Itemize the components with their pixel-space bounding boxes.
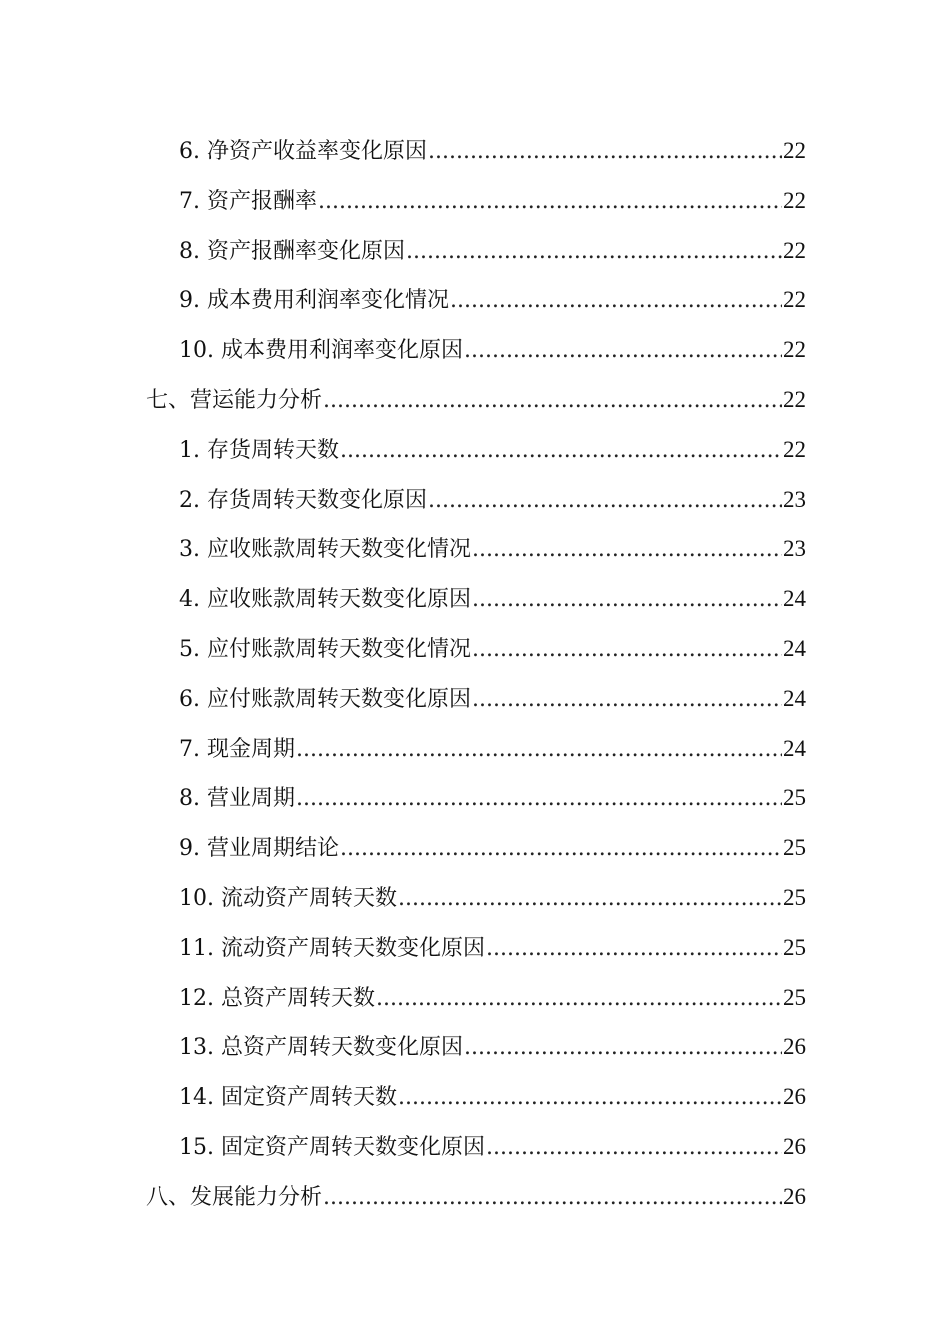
toc-entry-title: 6. 应付账款周转天数变化原因 [179, 686, 471, 712]
toc-entry[interactable] [0, 724, 950, 774]
toc-entry[interactable] [0, 226, 950, 276]
toc-entry-title: 4. 应收账款周转天数变化原因 [179, 587, 471, 613]
toc-entry-page: 26 [783, 1133, 806, 1159]
toc-entry-page: 25 [783, 984, 806, 1010]
toc-entry-page: 23 [783, 536, 806, 562]
toc-entry[interactable] [0, 773, 950, 823]
toc-entry[interactable] [0, 973, 950, 1023]
toc-entry-page: 22 [783, 138, 806, 163]
toc-entry[interactable] [0, 1122, 950, 1172]
toc-entry[interactable] [0, 325, 950, 375]
toc-entry-title: 10. 流动资产周转天数 [179, 885, 397, 911]
toc-entry-page: 25 [783, 785, 806, 811]
toc-dot-leader [340, 824, 782, 874]
toc-dot-leader [472, 625, 782, 675]
toc-entry[interactable] [0, 823, 950, 873]
toc-entry[interactable] [0, 176, 950, 226]
toc-entry-page: 25 [783, 934, 806, 960]
toc-entry-page: 22 [783, 237, 806, 263]
toc-entry[interactable] [0, 574, 950, 624]
toc-entry-title: 1. 存货周转天数 [179, 437, 339, 463]
toc-entry-page: 26 [783, 1034, 806, 1060]
toc-dot-leader [472, 675, 782, 725]
toc-entry-title: 2. 存货周转天数变化原因 [179, 487, 427, 513]
toc-entry-title: 13. 总资产周转天数变化原因 [179, 1035, 463, 1061]
toc-dot-leader [472, 525, 782, 575]
toc-entry[interactable] [0, 674, 950, 724]
toc-entry-page: 22 [783, 436, 806, 462]
toc-dot-leader [464, 1023, 782, 1073]
toc-section-page: 26 [783, 1183, 806, 1209]
toc-entry[interactable] [0, 524, 950, 574]
toc-entry[interactable] [0, 923, 950, 973]
toc-entry-page: 22 [783, 287, 806, 313]
toc-entry[interactable] [0, 624, 950, 674]
toc-entry[interactable] [0, 425, 950, 475]
toc-entry-page: 26 [783, 1084, 806, 1110]
toc-entry[interactable] [0, 873, 950, 923]
toc-entry[interactable] [0, 1072, 950, 1122]
toc-dot-leader [318, 177, 782, 227]
toc-section-page: 22 [783, 386, 806, 412]
toc-entry-title: 10. 成本费用利润率变化原因 [179, 338, 463, 364]
toc-entry-title: 6. 净资产收益率变化原因 [179, 139, 427, 164]
toc-entry-title: 11. 流动资产周转天数变化原因 [179, 935, 485, 961]
toc-entry-title: 3. 应收账款周转天数变化情况 [179, 537, 471, 563]
toc-section-title: 八、发展能力分析 [146, 1184, 323, 1210]
toc-dot-leader [296, 725, 782, 775]
toc-entry-title: 8. 营业周期 [179, 786, 295, 812]
toc-entry[interactable] [0, 1022, 950, 1072]
toc-dot-leader [486, 924, 782, 974]
toc-entry-page: 24 [783, 635, 806, 661]
toc-entry-page: 24 [783, 735, 806, 761]
toc-section-title: 七、营运能力分析 [146, 387, 323, 413]
toc-entry-page: 22 [783, 187, 806, 213]
toc-section[interactable] [0, 375, 950, 425]
toc-dot-leader [406, 227, 782, 277]
toc-entry-title: 9. 成本费用利润率变化情况 [179, 288, 449, 314]
toc-entry-title: 8. 资产报酬率变化原因 [179, 238, 405, 264]
table-of-contents [0, 126, 950, 1222]
toc-dot-leader [464, 326, 782, 376]
toc-dot-leader [486, 1123, 782, 1173]
toc-entry-page: 24 [783, 586, 806, 612]
toc-dot-leader [323, 1173, 782, 1223]
toc-dot-leader [340, 426, 782, 476]
toc-dot-leader [376, 974, 782, 1024]
toc-section[interactable] [0, 1172, 950, 1222]
toc-entry-page: 24 [783, 685, 806, 711]
toc-entry-page: 25 [783, 884, 806, 910]
toc-dot-leader [472, 575, 782, 625]
toc-entry[interactable] [0, 275, 950, 325]
toc-dot-leader [428, 127, 782, 177]
toc-entry-title: 14. 固定资产周转天数 [179, 1085, 397, 1111]
toc-entry-title: 15. 固定资产周转天数变化原因 [179, 1134, 485, 1160]
toc-entry-title: 7. 资产报酬率 [179, 188, 317, 214]
toc-entry-page: 22 [783, 337, 806, 363]
toc-entry[interactable] [0, 475, 950, 525]
toc-entry-title: 5. 应付账款周转天数变化情况 [179, 636, 471, 662]
toc-entry-title: 7. 现金周期 [179, 736, 295, 762]
toc-entry-page: 25 [783, 835, 806, 861]
toc-entry-title: 12. 总资产周转天数 [179, 985, 375, 1011]
toc-entry[interactable] [0, 126, 950, 176]
toc-dot-leader [398, 874, 782, 924]
toc-dot-leader [296, 774, 782, 824]
toc-dot-leader [398, 1073, 782, 1123]
toc-dot-leader [450, 276, 782, 326]
toc-dot-leader [323, 376, 782, 426]
toc-dot-leader [428, 476, 782, 526]
toc-entry-title: 9. 营业周期结论 [179, 836, 339, 862]
toc-entry-page: 23 [783, 486, 806, 512]
